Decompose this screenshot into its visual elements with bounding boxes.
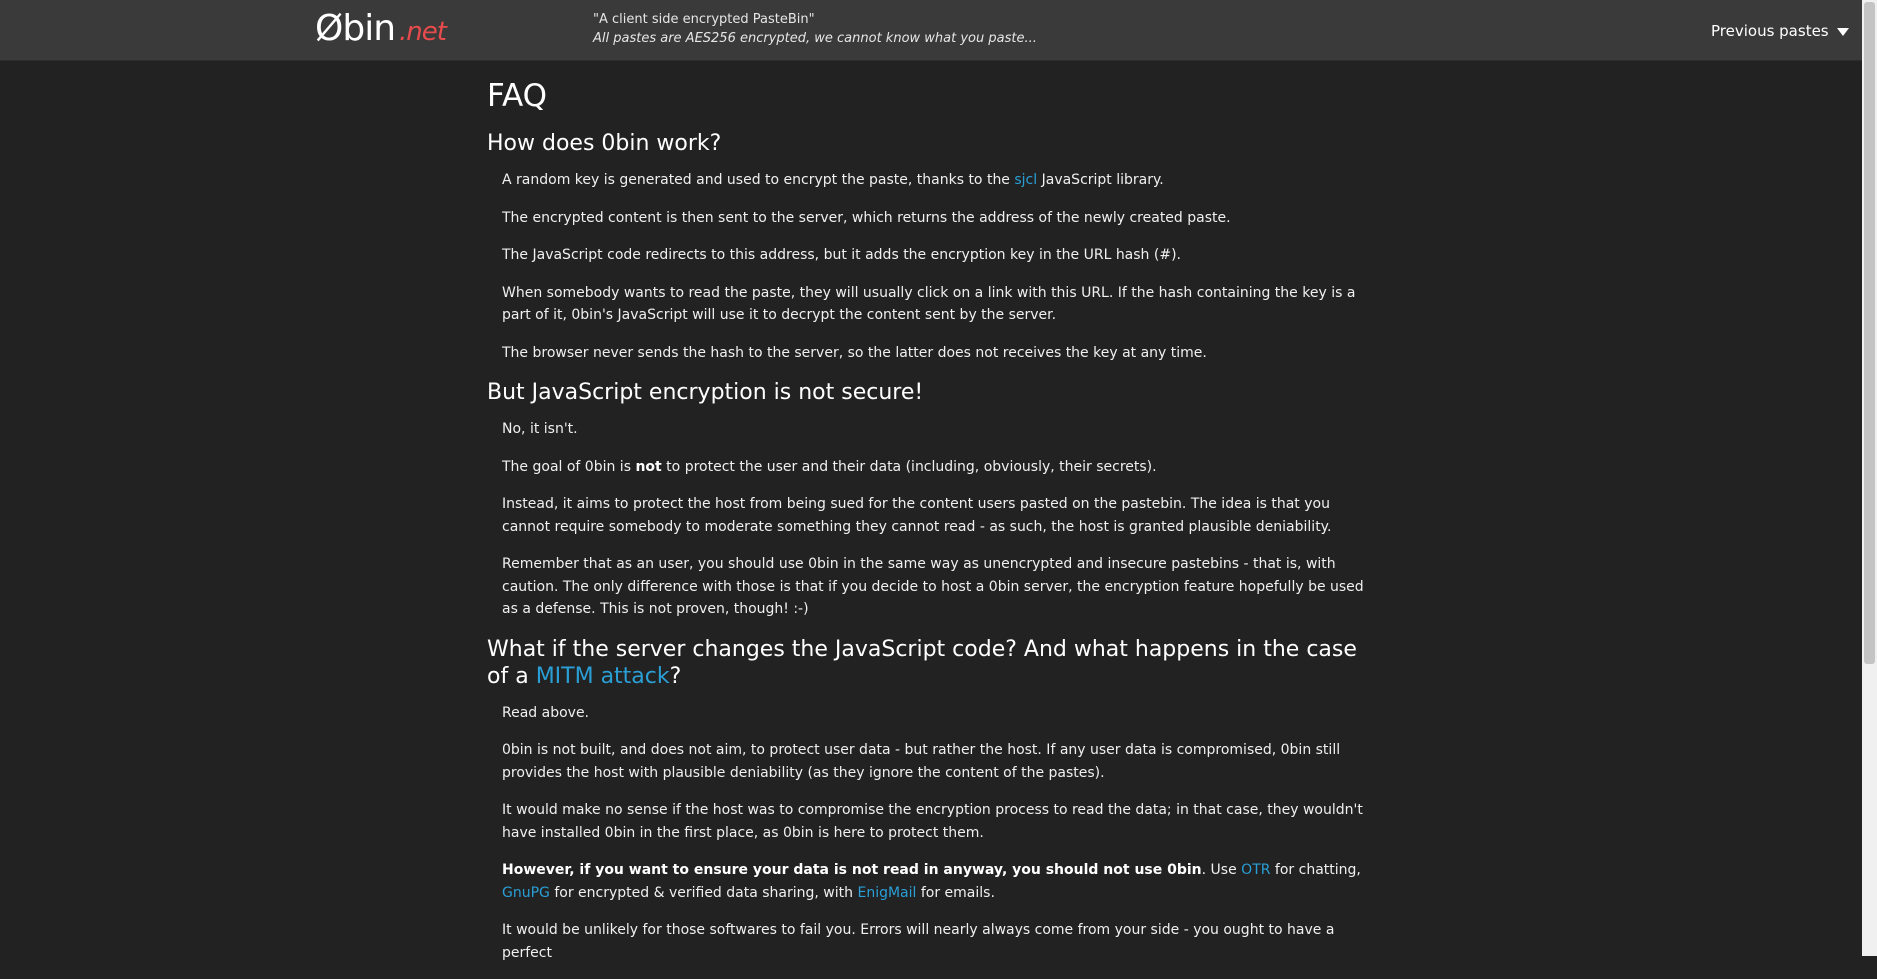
enigmail-link[interactable]: EnigMail <box>857 884 917 901</box>
gnupg-link[interactable]: GnuPG <box>502 884 550 901</box>
otr-link[interactable]: OTR <box>1241 862 1271 878</box>
text: for chatting, <box>1270 862 1361 878</box>
tagline <box>593 10 1037 48</box>
text: for encrypted & verified data sharing, with <box>549 884 858 901</box>
previous-pastes-dropdown[interactable] <box>1711 22 1849 40</box>
paragraph: It would make no sense if the host was to compromise the encryption process to read the data; in that case, they wouldn't have installed 0bin in the first place, as 0bin is here to protect them. <box>502 802 1363 841</box>
text: to protect the user and their data (including, obviously, their secrets). <box>661 458 1157 475</box>
paragraph: Remember that as an user, you should use 0bin in the same way as unencrypted and insecure pastebins - that is, with caution. The only difference with those is that if you decide to host a 0bin server, the encryption feature hopefully be used as a defense. This is not proven, though! :-) <box>502 556 1364 617</box>
paragraph: It would be unlikely for those softwares to fail you. Errors will nearly always come from your side - you ought to have a perfect <box>502 922 1335 961</box>
paragraph: The JavaScript code redirects to this address, but it adds the encryption key in the URL hash (#). <box>502 247 1181 263</box>
text: ? <box>669 663 682 689</box>
brand-main: Øbin <box>315 8 396 49</box>
paragraph <box>502 456 1375 479</box>
text: The goal of 0bin is <box>502 458 636 475</box>
paragraph: The encrypted content is then sent to the server, which returns the address of the newly created paste. <box>502 209 1231 226</box>
previous-pastes-label: Previous pastes <box>1711 22 1829 40</box>
text: What if the server changes the JavaScript code? And what happens in the case of a <box>487 636 1357 689</box>
brand-logo-link[interactable] <box>315 8 446 49</box>
section-heading-js-not-secure: But JavaScript encryption is not secure! <box>487 380 924 405</box>
paragraph: No, it isn't. <box>502 421 578 437</box>
paragraph: 0bin is not built, and does not aim, to protect user data - but rather the host. If any user data is compromised, 0bin still provides the host with plausible deniability (as they ignore the content of the pastes). <box>502 742 1341 781</box>
faq-content <box>487 76 1375 979</box>
paragraph <box>502 169 1375 192</box>
scrollbar-thumb[interactable] <box>1864 2 1875 664</box>
paragraph: Read above. <box>502 704 590 721</box>
text: A random key is generated and used to encrypt the paste, thanks to the <box>502 172 1015 188</box>
caret-down-icon <box>1837 28 1849 36</box>
tagline-subtitle: All pastes are AES256 encrypted, we cannot know what you paste... <box>593 31 1037 46</box>
vertical-scrollbar[interactable] <box>1862 0 1877 956</box>
page-title: FAQ <box>487 78 548 114</box>
paragraph: When somebody wants to read the paste, they will usually click on a link with this URL. If the hash containing the key is a part of it, 0bin's JavaScript will use it to decrypt the content sent by the server. <box>502 284 1356 323</box>
bold-text: not <box>635 458 662 475</box>
paragraph: Instead, it aims to protect the host from being sued for the content users pasted on the pastebin. The idea is that you cannot require somebody to moderate something they cannot read - as such, the host is granted plausible deniability. <box>502 496 1332 535</box>
section-heading-mitm <box>487 636 1375 690</box>
sjcl-link[interactable]: sjcl <box>1014 172 1038 188</box>
tagline-quote: "A client side encrypted PasteBin" <box>593 12 815 27</box>
section-heading-how-it-works: How does 0bin work? <box>487 131 722 156</box>
top-navbar <box>0 0 1862 61</box>
text: for emails. <box>916 884 995 901</box>
text: . Use <box>1201 862 1242 878</box>
bold-text: However, if you want to ensure your data is not read in anyway, you should not use 0bin <box>502 862 1202 878</box>
brand-tld: .net <box>399 17 446 47</box>
paragraph <box>502 859 1375 904</box>
mitm-attack-link[interactable]: MITM attack <box>535 663 670 689</box>
text: JavaScript library. <box>1037 172 1164 188</box>
paragraph: The browser never sends the hash to the server, so the latter does not receives the key at any time. <box>502 344 1207 361</box>
